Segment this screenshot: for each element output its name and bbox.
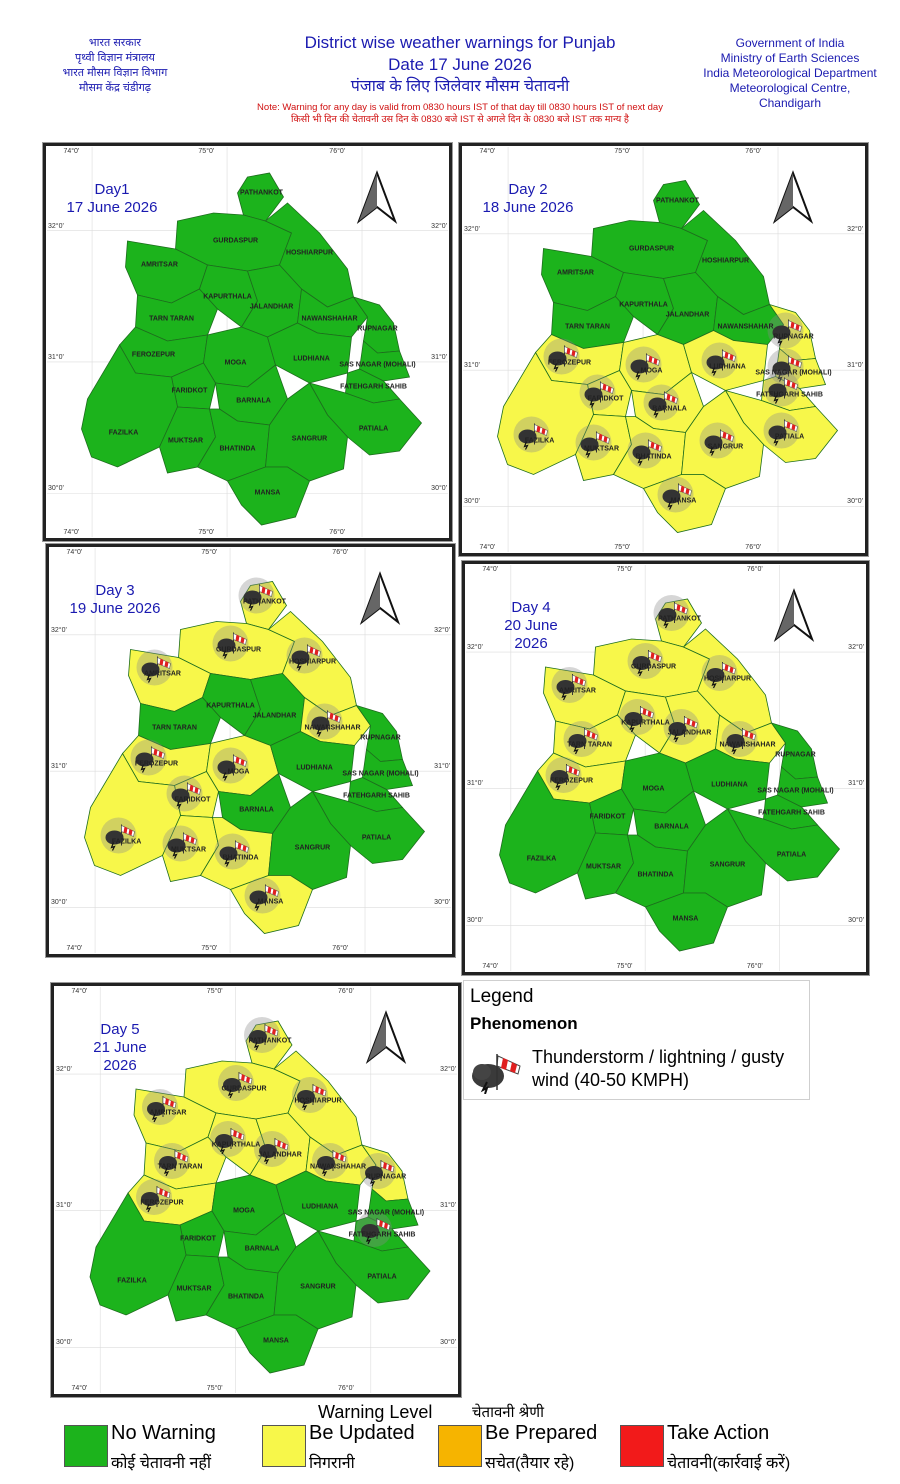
- map-panel-day-3: [45, 543, 456, 958]
- day-label: [60, 582, 170, 618]
- header-left-line: भारत सरकार: [88, 37, 142, 49]
- latitude-tick-label: 30°0': [431, 485, 447, 493]
- district-label: FAZILKA: [117, 1277, 147, 1285]
- level-take-action: Take Action: [667, 1422, 770, 1444]
- district-label: MANSA: [254, 489, 281, 497]
- swatch-take-action: [620, 1425, 664, 1467]
- thunderstorm-windsock-icon: [136, 1179, 172, 1215]
- longitude-tick-label: 76°0': [338, 1385, 354, 1392]
- latitude-tick-label: 31°0': [51, 762, 67, 770]
- latitude-tick-label: 32°0': [847, 225, 863, 233]
- district-label: HOSHIARPUR: [288, 658, 337, 665]
- day-label-line: 18 June 2026: [482, 199, 574, 216]
- district-label: MOGA: [642, 785, 665, 793]
- district-label: PATIALA: [358, 425, 389, 433]
- thunderstorm-windsock-icon: [101, 818, 137, 854]
- header-right-line: India Meteorological Department: [703, 66, 877, 80]
- thunderstorm-windsock-icon: [658, 477, 694, 513]
- north-arrow-icon: [359, 173, 395, 221]
- thunderstorm-windsock-icon: [137, 650, 173, 686]
- longitude-tick-label: 75°0': [198, 529, 215, 536]
- level-be-updated: Be Updated: [309, 1422, 415, 1444]
- header-right-line: Ministry of Earth Sciences: [720, 51, 860, 65]
- district-label: FATEHGARH SAHIB: [340, 383, 407, 391]
- thunderstorm-windsock-icon: [244, 1017, 280, 1053]
- latitude-tick-label: 30°0': [848, 917, 864, 925]
- day-label-line: Day 4: [511, 599, 551, 616]
- thunderstorm-windsock-icon: [154, 1143, 190, 1179]
- district-label: LUDHIANA: [301, 1203, 339, 1211]
- latitude-tick-label: 31°0': [48, 353, 64, 361]
- district-label: PATIALA: [774, 433, 805, 440]
- district-label: SANGRUR: [291, 435, 328, 443]
- district-label: JALANDHAR: [252, 712, 297, 719]
- district-label: RUPNAGAR: [357, 325, 398, 333]
- longitude-tick-label: 74°0': [63, 148, 80, 155]
- thunderstorm-windsock-icon: [702, 343, 738, 379]
- day-label-line: 19 June 2026: [69, 600, 161, 617]
- longitude-tick-label: 75°0': [614, 148, 631, 155]
- longitude-tick-label: 76°0': [329, 529, 346, 536]
- thunderstorm-windsock-icon: [360, 1153, 396, 1189]
- district-label: HOSHIARPUR: [285, 249, 334, 257]
- latitude-tick-label: 32°0': [434, 626, 450, 634]
- header-title-block: [220, 32, 700, 126]
- thunderstorm-windsock-icon: [163, 826, 199, 862]
- day-label-line: 21 June: [93, 1039, 147, 1056]
- longitude-tick-label: 74°0': [66, 549, 83, 556]
- district-label: MOGA: [227, 768, 250, 775]
- district-label: NAWANSHAHAR: [301, 315, 358, 323]
- day-label-line: 2026: [514, 635, 548, 652]
- longitude-tick-label: 74°0': [63, 529, 80, 536]
- district-label: MOGA: [640, 367, 663, 374]
- longitude-tick-label: 76°0': [332, 945, 349, 952]
- district-label: SANGRUR: [300, 1283, 336, 1291]
- map-panel-day-1: [42, 142, 453, 542]
- legend-subtitle: Phenomenon: [470, 1014, 578, 1033]
- district-label: FEROZEPUR: [131, 351, 176, 359]
- district-label: SAS NAGAR (MOHALI): [347, 1209, 425, 1217]
- header-hindi-org: [40, 36, 190, 96]
- thunderstorm-windsock-icon: [664, 709, 700, 745]
- legend-item-label: Thunderstorm / lightning / gusty wind (40-50 KMPH): [532, 1047, 785, 1090]
- thunderstorm-windsock-icon: [764, 413, 800, 449]
- level-be-prepared-hindi: सचेत(तैयार रहे): [485, 1455, 575, 1472]
- thunderstorm-windsock-icon: [628, 643, 664, 679]
- longitude-tick-label: 75°0': [206, 988, 223, 995]
- district-label: MOGA: [224, 359, 247, 367]
- district-label: PATHANKOT: [240, 189, 283, 197]
- north-arrow-icon: [368, 1013, 404, 1061]
- header-right-line: Meteorological Centre,: [729, 81, 851, 95]
- district-label: SAS NAGAR (MOHALI): [342, 770, 419, 777]
- warning-level-title-hindi: चेतावनी श्रेणी: [472, 1404, 545, 1421]
- validity-note-hindi: किसी भी दिन की चेतावनी उस दिन के 0830 बजे IST से अगले दिन के 0830 बजे IST तक मान्य है: [291, 114, 629, 125]
- level-be-updated-hindi: निगरानी: [309, 1455, 355, 1472]
- thunderstorm-windsock-icon: [307, 704, 343, 740]
- longitude-tick-label: 76°0': [745, 148, 762, 155]
- latitude-tick-label: 31°0': [847, 361, 863, 369]
- district-label: NAWANSHAHAR: [310, 1163, 366, 1171]
- district-label: SANGRUR: [707, 443, 744, 450]
- thunderstorm-windsock-icon: [239, 578, 275, 614]
- thunderstorm-windsock-icon: [580, 375, 616, 411]
- day-label-line: 20 June: [504, 617, 558, 634]
- thunderstorm-windsock-icon: [213, 748, 249, 784]
- thunderstorm-windsock-icon: [218, 1065, 254, 1101]
- district-label: RUPNAGAR: [773, 333, 814, 340]
- thunderstorm-windsock-icon: [620, 699, 656, 735]
- district-label: FEROZEPUR: [549, 777, 594, 785]
- district-label: FEROZEPUR: [134, 760, 179, 767]
- thunderstorm-windsock-icon: [254, 1131, 290, 1167]
- latitude-tick-label: 32°0': [848, 643, 864, 651]
- longitude-tick-label: 75°0': [201, 945, 218, 952]
- district-label: MUKTSAR: [584, 445, 619, 452]
- district-label: MUKTSAR: [176, 1285, 212, 1293]
- header-left-line: पृथ्वी विज्ञान मंत्रालय: [75, 52, 155, 64]
- district-label: KAPURTHALA: [203, 293, 252, 301]
- district-label: FAZILKA: [108, 429, 139, 437]
- latitude-tick-label: 32°0': [431, 222, 447, 230]
- longitude-tick-label: 76°0': [746, 963, 763, 970]
- thunderstorm-windsock-icon: [552, 667, 588, 703]
- district-label: TARN TARAN: [149, 315, 194, 323]
- district-label: FATEHGARH SAHIB: [343, 792, 410, 799]
- latitude-tick-label: 32°0': [440, 1065, 456, 1073]
- district-label: RUPNAGAR: [365, 1173, 407, 1181]
- longitude-tick-label: 76°0': [329, 148, 346, 155]
- district-label: LUDHIANA: [296, 764, 333, 771]
- district-label: AMRITSAR: [144, 670, 181, 677]
- district-label: PATHANKOT: [248, 1037, 292, 1045]
- latitude-tick-label: 31°0': [440, 1202, 456, 1210]
- latitude-tick-label: 31°0': [848, 780, 864, 788]
- district-label: SAS NAGAR (MOHALI): [755, 369, 832, 376]
- page-date: Date 17 June 2026: [388, 55, 532, 74]
- latitude-tick-label: 30°0': [48, 485, 64, 493]
- header-right-line: Government of India: [735, 36, 845, 50]
- level-no-warning: No Warning: [111, 1422, 216, 1444]
- district-label: MANSA: [257, 898, 284, 905]
- day-label-line: 17 June 2026: [66, 199, 158, 216]
- district-label: NAWANSHAHAR: [719, 741, 776, 749]
- district-label: NAWANSHAHAR: [717, 323, 774, 330]
- district-label: MOGA: [233, 1207, 255, 1215]
- longitude-tick-label: 74°0': [66, 945, 83, 952]
- district-label: JALANDHAR: [667, 729, 712, 737]
- district-label: FEROZEPUR: [140, 1199, 184, 1207]
- latitude-tick-label: 32°0': [56, 1065, 72, 1073]
- district-label: SAS NAGAR (MOHALI): [757, 787, 834, 795]
- page-title: District wise weather warnings for Punjab: [304, 33, 616, 52]
- district-label: NAWANSHAHAR: [304, 724, 361, 731]
- day-label-line: Day 2: [508, 181, 548, 198]
- district-label: GURDASPUR: [630, 663, 677, 671]
- latitude-tick-label: 30°0': [440, 1339, 456, 1347]
- thunderstorm-windsock-icon: [546, 757, 582, 793]
- legend-title: Legend: [470, 986, 534, 1007]
- latitude-tick-label: 30°0': [51, 899, 67, 907]
- longitude-tick-label: 75°0': [206, 1385, 223, 1392]
- thunderstorm-windsock-icon: [544, 339, 580, 375]
- north-arrow-icon: [776, 591, 812, 639]
- district-label: HOSHIARPUR: [703, 675, 752, 683]
- district-label: PATIALA: [367, 1273, 397, 1281]
- thunderstorm-windsock-icon: [470, 1050, 526, 1094]
- day-label: [65, 1021, 175, 1075]
- thunderstorm-windsock-icon: [654, 595, 690, 631]
- latitude-tick-label: 31°0': [434, 762, 450, 770]
- level-no-warning-hindi: कोई चेतावनी नहीं: [111, 1455, 212, 1472]
- district-label: PATIALA: [776, 851, 807, 859]
- district-label: BARNALA: [236, 397, 271, 405]
- thunderstorm-windsock-icon: [628, 433, 664, 469]
- district-label: FEROZEPUR: [547, 359, 592, 366]
- district-label: MUKTSAR: [586, 863, 621, 871]
- district-label: LUDHIANA: [293, 355, 330, 363]
- thunderstorm-windsock-icon: [644, 385, 680, 421]
- district-label: MUKTSAR: [168, 437, 203, 445]
- district-label: KAPURTHALA: [621, 719, 670, 727]
- latitude-tick-label: 30°0': [434, 899, 450, 907]
- thunderstorm-windsock-icon: [564, 721, 600, 757]
- day-label-line: Day 5: [100, 1021, 140, 1038]
- longitude-tick-label: 76°0': [332, 549, 349, 556]
- page-title-hindi: पंजाब के लिए जिलेवार मौसम चेतावनी: [350, 78, 570, 95]
- district-label: BHATINDA: [635, 453, 672, 460]
- longitude-tick-label: 74°0': [71, 988, 88, 995]
- district-label: RUPNAGAR: [360, 734, 401, 741]
- thunderstorm-windsock-icon: [700, 423, 736, 459]
- longitude-tick-label: 74°0': [482, 566, 499, 573]
- longitude-tick-label: 74°0': [71, 1385, 88, 1392]
- district-label: SAS NAGAR (MOHALI): [339, 361, 416, 369]
- district-label: PATIALA: [361, 834, 392, 841]
- thunderstorm-windsock-icon: [131, 740, 167, 776]
- validity-note: Note: Warning for any day is valid from 0830 hours IST of that day till 0830 hours IST of next day: [257, 102, 663, 113]
- thunderstorm-windsock-icon: [626, 347, 662, 383]
- day-label-line: Day 3: [95, 582, 135, 599]
- longitude-tick-label: 75°0': [616, 566, 633, 573]
- longitude-tick-label: 75°0': [201, 549, 218, 556]
- district-label: BHATINDA: [222, 854, 259, 861]
- swatch-no-warning: [64, 1425, 108, 1467]
- longitude-tick-label: 74°0': [479, 148, 496, 155]
- warning-level-title: Warning Level: [318, 1402, 433, 1422]
- thunderstorm-windsock-icon: [576, 425, 612, 461]
- district-label: MUKTSAR: [171, 846, 206, 853]
- district-label: RUPNAGAR: [775, 751, 816, 759]
- latitude-tick-label: 31°0': [467, 780, 483, 788]
- district-label: BHATINDA: [637, 871, 674, 879]
- district-label: TARN TARAN: [152, 724, 197, 731]
- thunderstorm-windsock-icon: [167, 776, 203, 812]
- thunderstorm-windsock-icon: [213, 626, 249, 662]
- district-label: FARIDKOT: [180, 1235, 216, 1243]
- district-label: HOSHIARPUR: [701, 257, 750, 264]
- thunderstorm-windsock-icon: [245, 878, 281, 914]
- header-english-org: [690, 36, 890, 111]
- longitude-tick-label: 76°0': [745, 544, 762, 551]
- thunderstorm-windsock-icon: [702, 655, 738, 691]
- thunderstorm-windsock-icon: [215, 834, 251, 870]
- district-label: SANGRUR: [709, 861, 746, 869]
- district-label: TARN TARAN: [565, 323, 610, 330]
- latitude-tick-label: 32°0': [51, 626, 67, 634]
- district-label: BARNALA: [239, 806, 274, 813]
- map-panel-day-2: [458, 142, 869, 557]
- longitude-tick-label: 74°0': [479, 544, 496, 551]
- thunderstorm-windsock-icon: [768, 313, 804, 349]
- district-label: JALANDHAR: [249, 303, 294, 311]
- district-label: LUDHIANA: [709, 363, 746, 370]
- day-label: [57, 181, 167, 217]
- district-label: SANGRUR: [294, 844, 331, 851]
- district-label: GURDASPUR: [212, 237, 259, 245]
- district-label: BHATINDA: [227, 1293, 265, 1301]
- district-label: FAZILKA: [524, 437, 555, 444]
- latitude-tick-label: 31°0': [431, 353, 447, 361]
- district-label: FATEHGARH SAHIB: [758, 809, 825, 817]
- longitude-tick-label: 76°0': [338, 988, 354, 995]
- district-label: FARIDKOT: [171, 387, 208, 395]
- day-label-line: 2026: [103, 1057, 137, 1074]
- thunderstorm-windsock-icon: [292, 1077, 328, 1113]
- district-label: JALANDHAR: [258, 1151, 302, 1159]
- swatch-be-updated: [262, 1425, 306, 1467]
- header-right-line: Chandigarh: [758, 96, 822, 110]
- thunderstorm-windsock-icon: [142, 1089, 178, 1125]
- thunderstorm-windsock-icon: [287, 638, 323, 674]
- district-label: MANSA: [670, 497, 697, 504]
- district-label: JALANDHAR: [665, 311, 710, 318]
- district-label: AMRITSAR: [557, 269, 594, 276]
- north-arrow-icon: [362, 574, 398, 622]
- thunderstorm-windsock-icon: [312, 1143, 348, 1179]
- district-label: FARIDKOT: [589, 813, 626, 821]
- district-label: TARN TARAN: [567, 741, 612, 749]
- latitude-tick-label: 30°0': [56, 1339, 72, 1347]
- district-label: PATHANKOT: [243, 598, 286, 605]
- latitude-tick-label: 31°0': [56, 1202, 72, 1210]
- district-label: GURDASPUR: [628, 245, 675, 252]
- level-be-prepared: Be Prepared: [485, 1422, 598, 1444]
- district-label: AMRITSAR: [559, 687, 596, 695]
- longitude-tick-label: 75°0': [614, 544, 631, 551]
- district-label: KAPURTHALA: [619, 301, 668, 308]
- district-label: AMRITSAR: [149, 1109, 187, 1117]
- north-arrow-icon: [775, 173, 811, 221]
- thunderstorm-windsock-icon: [514, 417, 550, 453]
- district-label: FATEHGARH SAHIB: [756, 391, 823, 398]
- district-label: LUDHIANA: [711, 781, 748, 789]
- district-label: GURDASPUR: [215, 646, 262, 653]
- district-label: TARN TARAN: [157, 1163, 203, 1171]
- map-panel-day-5: [50, 982, 462, 1398]
- district-label: BHATINDA: [219, 445, 256, 453]
- latitude-tick-label: 30°0': [847, 498, 863, 506]
- swatch-be-prepared: [438, 1425, 482, 1467]
- district-label: BARNALA: [244, 1245, 280, 1253]
- district-label: FATEHGARH SAHIB: [348, 1231, 416, 1239]
- district-label: GURDASPUR: [221, 1085, 267, 1093]
- latitude-tick-label: 32°0': [48, 222, 64, 230]
- district-label: PATHANKOT: [656, 197, 699, 204]
- longitude-tick-label: 76°0': [746, 566, 763, 573]
- district-label: FARIDKOT: [587, 395, 624, 402]
- district-label: KAPURTHALA: [206, 702, 255, 709]
- day-label: [476, 599, 586, 653]
- district-label: FAZILKA: [111, 838, 142, 845]
- district-label: MANSA: [263, 1337, 289, 1345]
- thunderstorm-windsock-icon: [722, 721, 758, 757]
- district-label: PATHANKOT: [658, 615, 701, 623]
- district-label: HOSHIARPUR: [294, 1097, 342, 1105]
- district-label: BARNALA: [652, 405, 687, 412]
- level-take-action-hindi: चेतावनी(कार्रवाई करें): [667, 1455, 791, 1472]
- longitude-tick-label: 75°0': [198, 148, 215, 155]
- district-label: BARNALA: [654, 823, 689, 831]
- district-label: AMRITSAR: [141, 261, 178, 269]
- header-left-line: मौसम केंद्र चंडीगढ़: [79, 82, 151, 94]
- latitude-tick-label: 32°0': [467, 643, 483, 651]
- map-panel-day-4: [461, 560, 870, 976]
- district-label: MANSA: [672, 915, 699, 923]
- latitude-tick-label: 31°0': [464, 361, 480, 369]
- longitude-tick-label: 74°0': [482, 963, 499, 970]
- thunderstorm-windsock-icon: [210, 1121, 246, 1157]
- day-label-line: Day1: [94, 181, 130, 198]
- district-label: KAPURTHALA: [211, 1141, 261, 1149]
- latitude-tick-label: 32°0': [464, 225, 480, 233]
- district-label: FAZILKA: [526, 855, 557, 863]
- header-left-line: भारत मौसम विज्ञान विभाग: [62, 67, 168, 79]
- district-label: FARIDKOT: [174, 796, 211, 803]
- latitude-tick-label: 30°0': [464, 498, 480, 506]
- longitude-tick-label: 75°0': [616, 963, 633, 970]
- day-label: [473, 181, 583, 217]
- latitude-tick-label: 30°0': [467, 917, 483, 925]
